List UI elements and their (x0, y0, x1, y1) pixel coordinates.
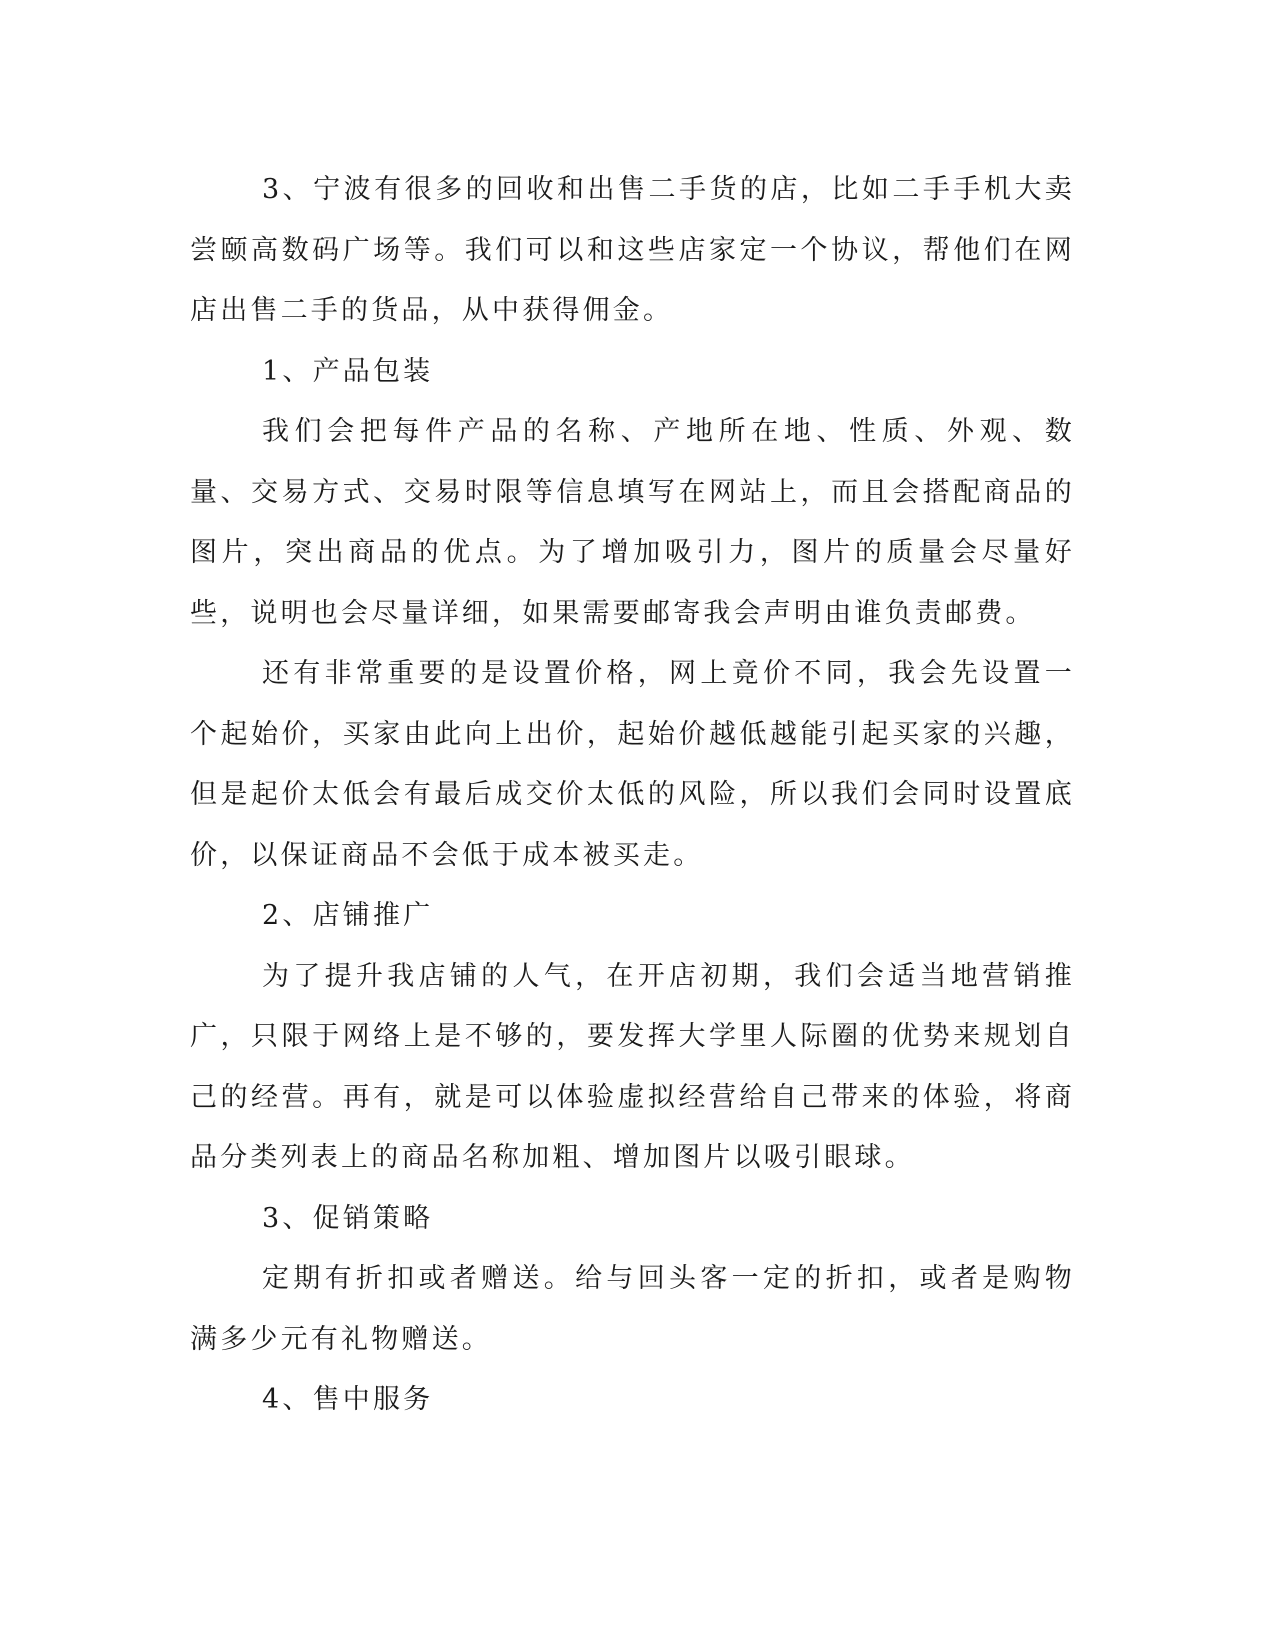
heading-store-promotion: 2、店铺推广 (262, 900, 434, 931)
paragraph-pricing: 还有非常重要的是设置价格，网上竟价不同，我会先设置一个起始价，买家由此向上出价，起始价越低越能引起买家的兴趣，但是起价太低会有最后成交价太低的风险，所以我们会同时设置底价，以保证商品不会低于成本被买走。 (190, 658, 1075, 871)
paragraph-discounts: 定期有折扣或者赠送。给与回头客一定的折扣，或者是购物满多少元有礼物赠送。 (190, 1263, 1075, 1355)
paragraph-product-info: 我们会把每件产品的名称、产地所在地、性质、外观、数量、交易方式、交易时限等信息填写在网站上，而且会搭配商品的图片，突出商品的优点。为了增加吸引力，图片的质量会尽量好些，说明也会尽量详细，如果需要邮寄我会声明由谁负责邮费。 (190, 416, 1075, 629)
heading-in-sale-service: 4、售中服务 (262, 1384, 434, 1415)
document-body (190, 160, 1075, 1431)
paragraph-promotion: 为了提升我店铺的人气，在开店初期，我们会适当地营销推广，只限于网络上是不够的，要发挥大学里人际圈的优势来规划自己的经营。再有，就是可以体验虚拟经营给自己带来的体验，将商品分类列表上的商品名称加粗、增加图片以吸引眼球。 (190, 960, 1075, 1173)
heading-product-packaging: 1、产品包装 (262, 355, 434, 387)
paragraph-recycle-shops: 3、宁波有很多的回收和出售二手货的店，比如二手手机大卖尝颐高数码广场等。我们可以和这些店家定一个协议，帮他们在网店出售二手的货品，从中获得佣金。 (190, 174, 1075, 326)
heading-sales-strategy: 3、促销策略 (262, 1202, 434, 1234)
